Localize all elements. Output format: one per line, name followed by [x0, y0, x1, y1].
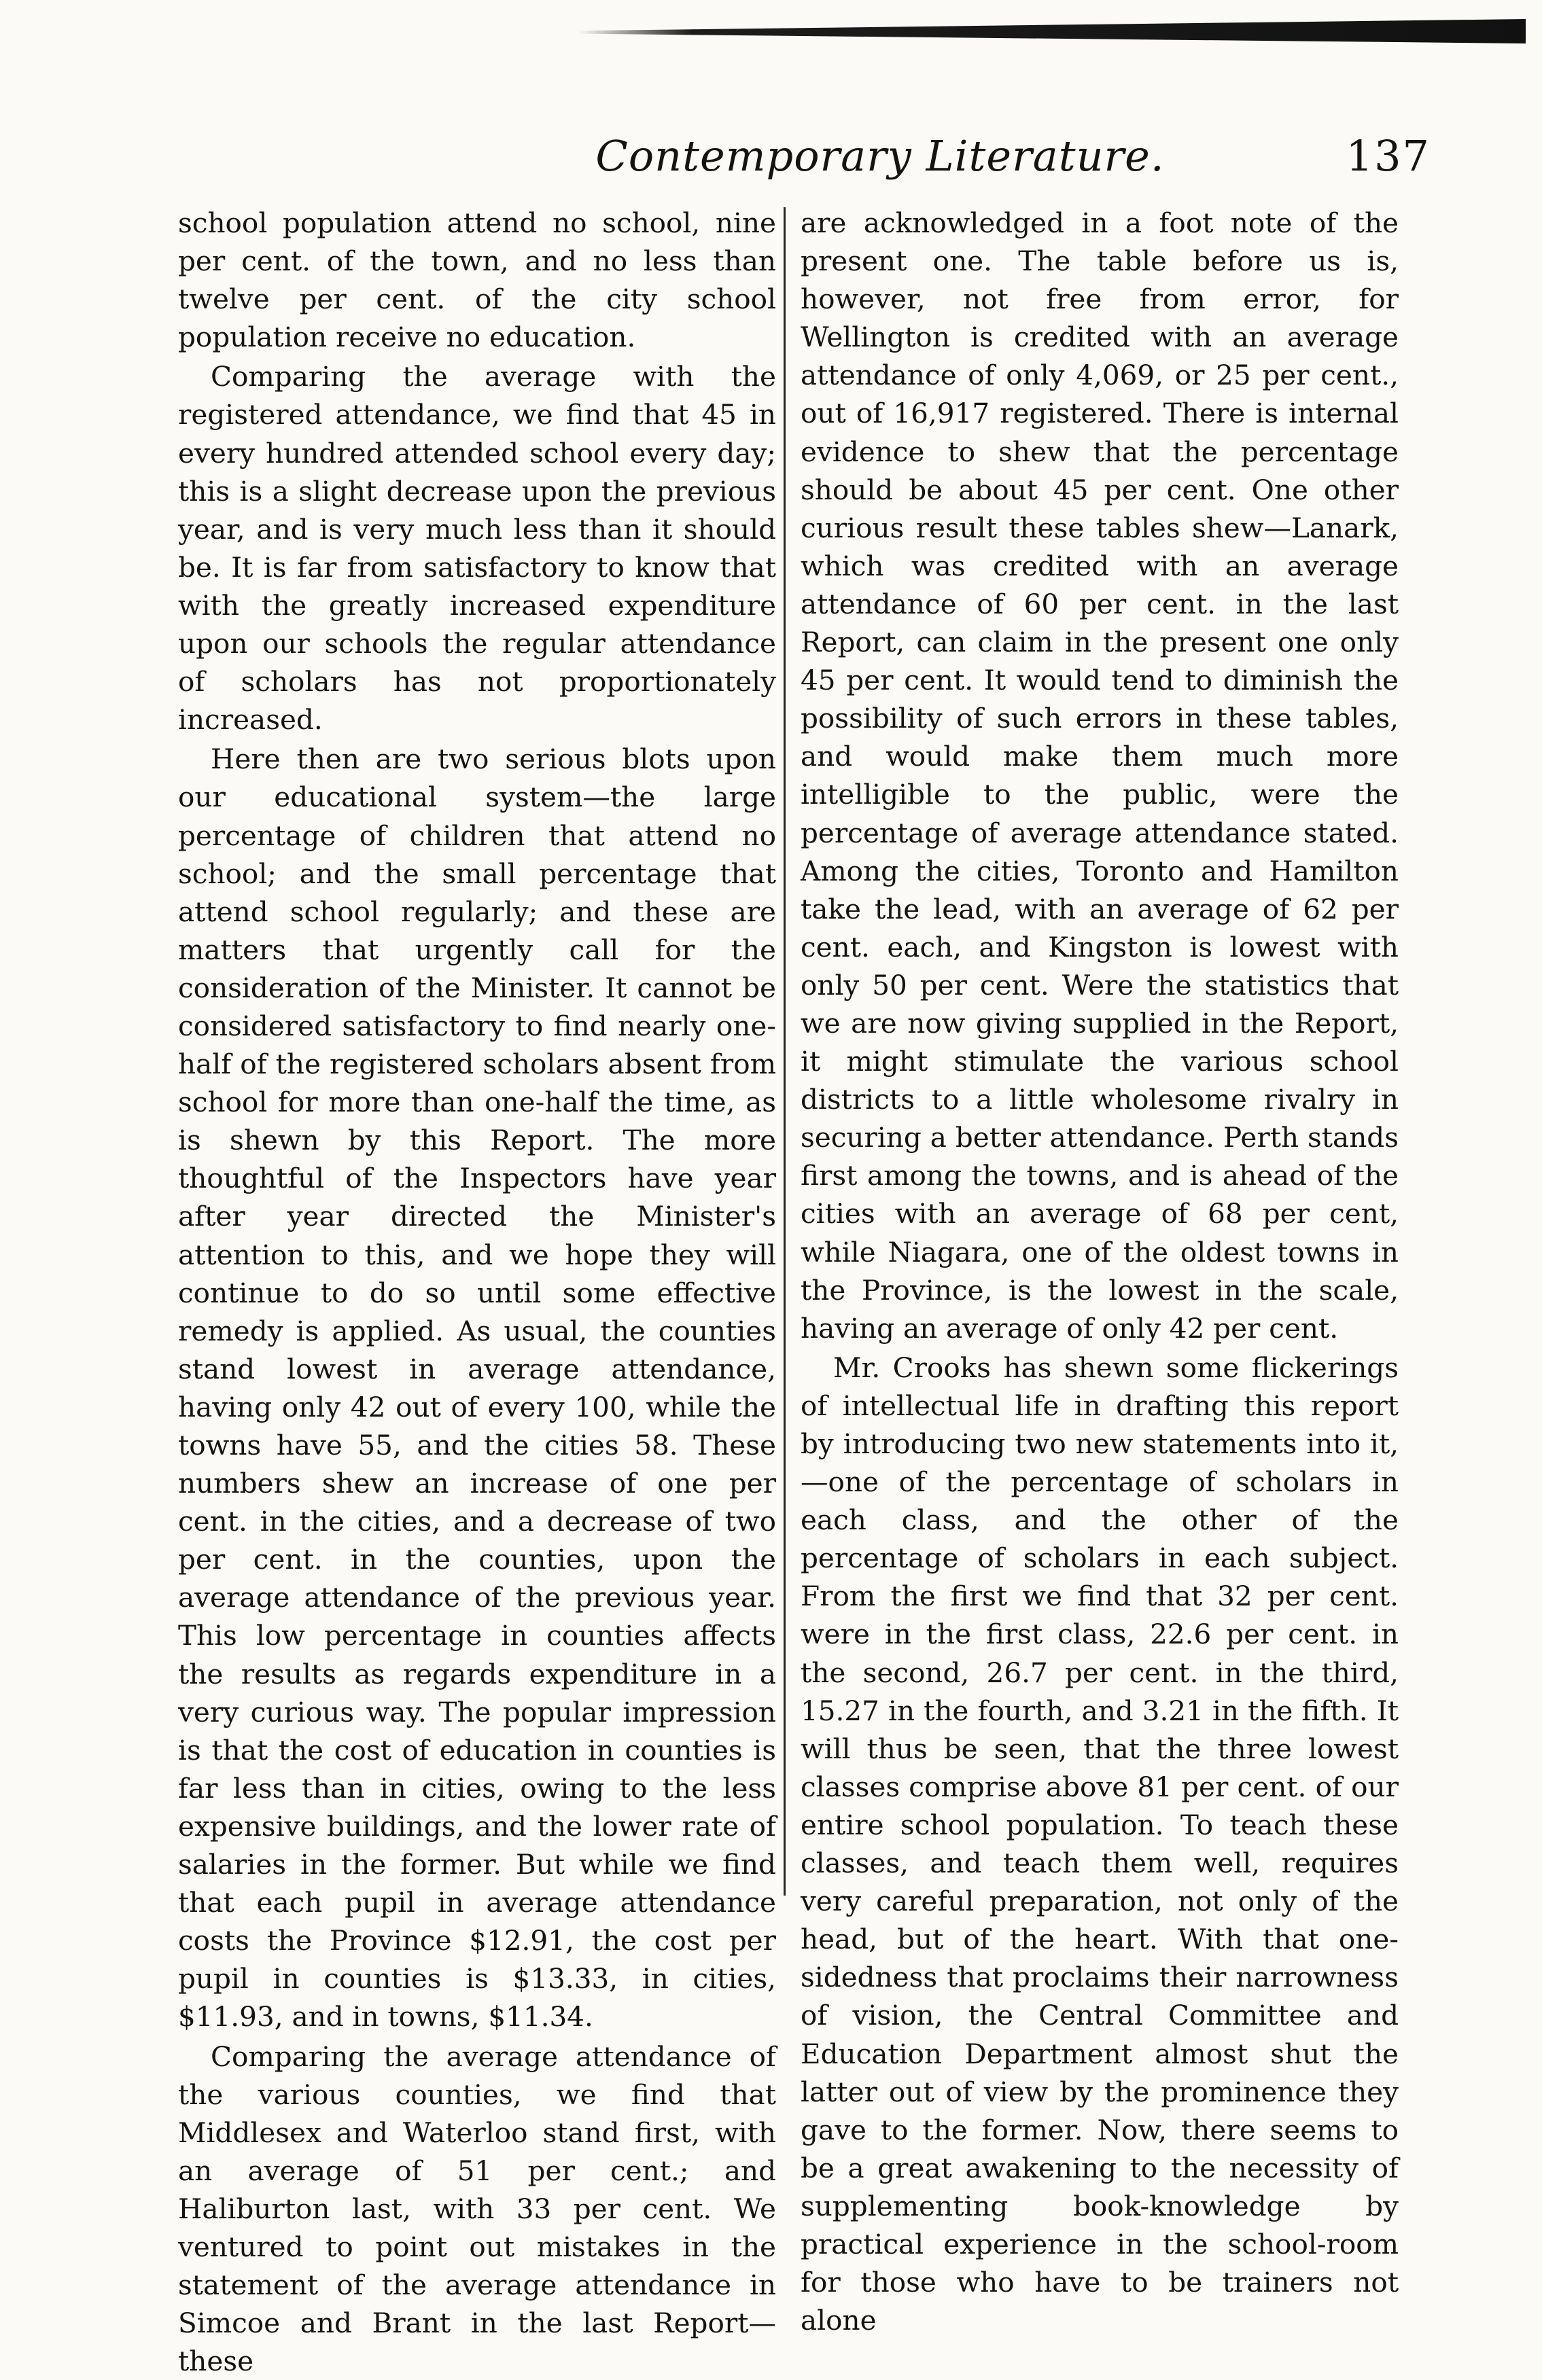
- paragraph: Comparing the average attendance of the various counties, we find that Middlesex and Waterloo stand first, with an average of 51 per cent.; and Haliburton last, with 33 per cent. We ventured to point out mistakes in the statement of the average attendance in Simcoe and Brant in the last Report—these: [178, 2038, 776, 2380]
- right-column: [801, 204, 1399, 2339]
- left-column: [178, 204, 776, 2380]
- running-title: Contemporary Literature.: [537, 129, 1223, 183]
- column-divider: [784, 207, 786, 1896]
- top-rule: [578, 19, 1526, 43]
- paragraph: Comparing the average with the registered attendance, we find that 45 in every hundred attended school every day; this is a slight decrease upon the previous year, and is very much less than it should be. It is far from satisfactory to know that with the greatly increased expenditure upon our schools the regular attendance of scholars has not proportionately increased.: [178, 357, 776, 739]
- paragraph: school population attend no school, nine per cent. of the town, and no less than twelve per cent. of the city school population receive no education.: [178, 204, 776, 356]
- paragraph: are acknowledged in a foot note of the present one. The table before us is, however, not free from error, for Wellington is credited with an average attendance of only 4,069, or 25 per cent., out of 16,917 registered. There is internal evidence to shew that the percentage should be about 45 per cent. One other curious result these tables shew—Lanark, which was credited with an average attendance of 60 per cent. in the last Report, can claim in the present one only 45 per cent. It would tend to diminish the possibility of such errors in these tables, and would make them much more intelligible to the public, were the percentage of average attendance stated. Among the cities, Toronto and Hamilton take the lead, with an average of 62 per cent. each, and Kingston is lowest with only 50 per cent. Were the statistics that we are now giving supplied in the Report, it might stimulate the various school districts to a little wholesome rivalry in securing a better attendance. Perth stands first among the towns, and is ahead of the cities with an average of 68 per cent, while Niagara, one of the oldest towns in the Province, is the lowest in the scale, having an average of only 42 per cent.: [801, 204, 1399, 1347]
- page-number: 137: [1346, 129, 1431, 183]
- running-header: [537, 129, 1417, 183]
- paragraph: Here then are two serious blots upon our educational system—the large percentage of children that attend no school; and the small percentage that attend school regularly; and these are matters that urgently call for the consideration of the Minister. It cannot be considered satisfactory to find nearly one-half of the registered scholars absent from school for more than one-half the time, as is shewn by this Report. The more thoughtful of the Inspectors have year after year directed the Minister's attention to this, and we hope they will continue to do so until some effective remedy is applied. As usual, the counties stand lowest in average attendance, having only 42 out of every 100, while the towns have 55, and the cities 58. These numbers shew an increase of one per cent. in the cities, and a decrease of two per cent. in the counties, upon the average attendance of the previous year. This low percentage in counties affects the results as regards expenditure in a very curious way. The popular impression is that the cost of education in counties is far less than in cities, owing to the less expensive buildings, and the lower rate of salaries in the former. But while we find that each pupil in average attendance costs the Province $12.91, the cost per pupil in counties is $13.33, in cities, $11.93, and in towns, $11.34.: [178, 740, 776, 2036]
- paragraph: Mr. Crooks has shewn some flickerings of intellectual life in drafting this report by introducing two new statements into it,—one of the percentage of scholars in each class, and the other of the percentage of scholars in each subject. From the first we find that 32 per cent. were in the first class, 22.6 per cent. in the second, 26.7 per cent. in the third, 15.27 in the fourth, and 3.21 in the fifth. It will thus be seen, that the three lowest classes comprise above 81 per cent. of our entire school population. To teach these classes, and teach them well, requires very careful preparation, not only of the head, but of the heart. With that one-sidedness that proclaims their narrowness of vision, the Central Committee and Education Department almost shut the latter out of view by the prominence they gave to the former. Now, there seems to be a great awakening to the necessity of supplementing book-knowledge by practical experience in the school-room for those who have to be trainers not alone: [801, 1349, 1399, 2339]
